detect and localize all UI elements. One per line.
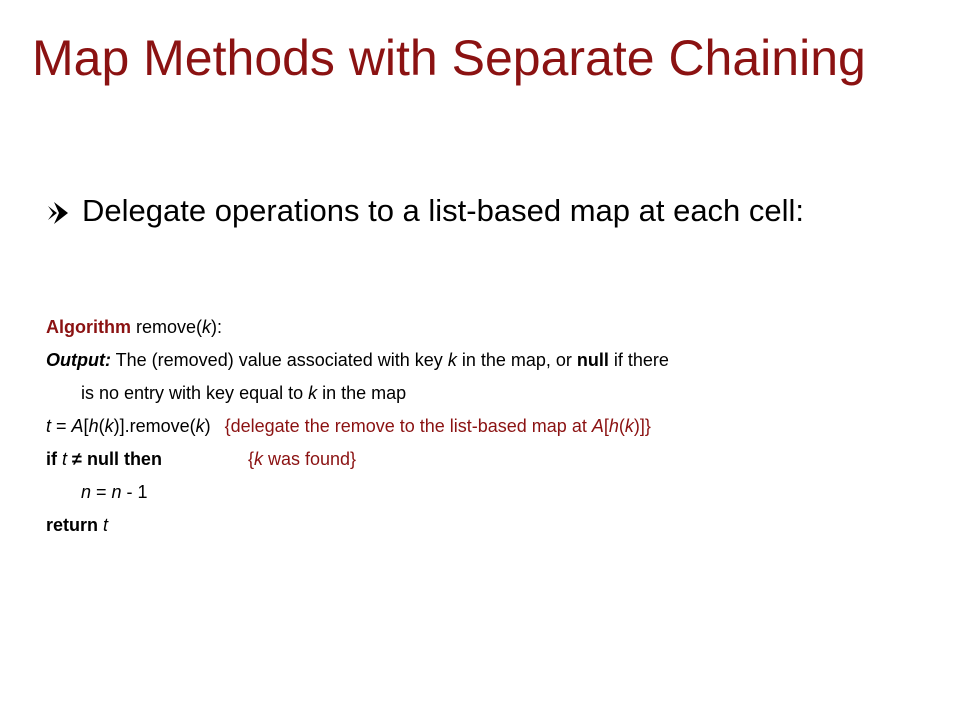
paren-close: ) <box>113 416 120 436</box>
found-comment-k: k <box>253 449 263 469</box>
output-continuation <box>46 377 926 410</box>
null-keyword: null <box>576 350 609 370</box>
comment-h: h <box>608 416 619 436</box>
output-line <box>46 344 926 377</box>
comment-k: k <box>624 416 634 436</box>
return-line <box>46 509 926 542</box>
not-equal-op: ≠ <box>72 449 82 469</box>
comment-bracket-open: [ <box>603 416 609 436</box>
bullet-point <box>46 193 906 229</box>
arrow-bullet-icon <box>46 202 70 224</box>
comment-a: A <box>591 416 604 436</box>
return-var-t: t <box>103 515 109 535</box>
algorithm-arg: k <box>202 317 212 337</box>
remove-call: .remove( <box>124 416 196 436</box>
output-text-2: in the map, or <box>456 350 577 370</box>
var-n-right: n <box>111 482 122 502</box>
bullet-text: Delegate operations to a list-based map at each cell: <box>82 193 805 228</box>
delegate-comment <box>225 416 651 436</box>
decrement-line <box>46 476 926 509</box>
algorithm-header <box>46 311 926 344</box>
assign-op: = <box>51 416 72 436</box>
algorithm-close: ): <box>211 317 223 337</box>
algorithm-name: remove( <box>136 317 203 337</box>
if-keyword: if <box>46 449 57 469</box>
slide-title: Map Methods with Separate Chaining <box>32 30 866 86</box>
output-cont-2: in the map <box>317 383 407 403</box>
bracket-open: [ <box>83 416 89 436</box>
null-then-keyword: null then <box>86 449 162 469</box>
comment-prefix: {delegate the remove to the list-based map at <box>224 416 592 436</box>
output-key-1: k <box>447 350 457 370</box>
call-arg: k <box>195 416 205 436</box>
if-var-t: t <box>62 449 68 469</box>
algorithm-block <box>46 311 926 542</box>
comment-suffix: ]} <box>639 416 651 436</box>
var-n-left: n <box>81 482 92 502</box>
found-comment-text: was found} <box>262 449 357 469</box>
return-keyword: return <box>46 515 99 535</box>
found-comment <box>248 449 356 469</box>
output-text-3: if there <box>608 350 669 370</box>
var-k: k <box>104 416 114 436</box>
var-a: A <box>71 416 84 436</box>
if-line <box>46 443 926 476</box>
func-h: h <box>88 416 99 436</box>
found-comment-open: { <box>247 449 254 469</box>
paren-open: ( <box>98 416 105 436</box>
call-close: ) <box>204 416 211 436</box>
var-t: t <box>46 416 52 436</box>
remove-call-line <box>46 410 926 443</box>
output-cont-1: is no entry with key equal to <box>81 383 309 403</box>
decrement-assign: = <box>91 482 112 502</box>
algorithm-keyword: Algorithm <box>46 317 131 337</box>
output-text-1: The (removed) value associated with key <box>115 350 448 370</box>
decrement-rest: - 1 <box>121 482 148 502</box>
output-label: Output: <box>46 350 111 370</box>
output-key-2: k <box>308 383 318 403</box>
comment-paren-close: ) <box>633 416 640 436</box>
comment-paren-open: ( <box>618 416 625 436</box>
bracket-close: ] <box>119 416 125 436</box>
